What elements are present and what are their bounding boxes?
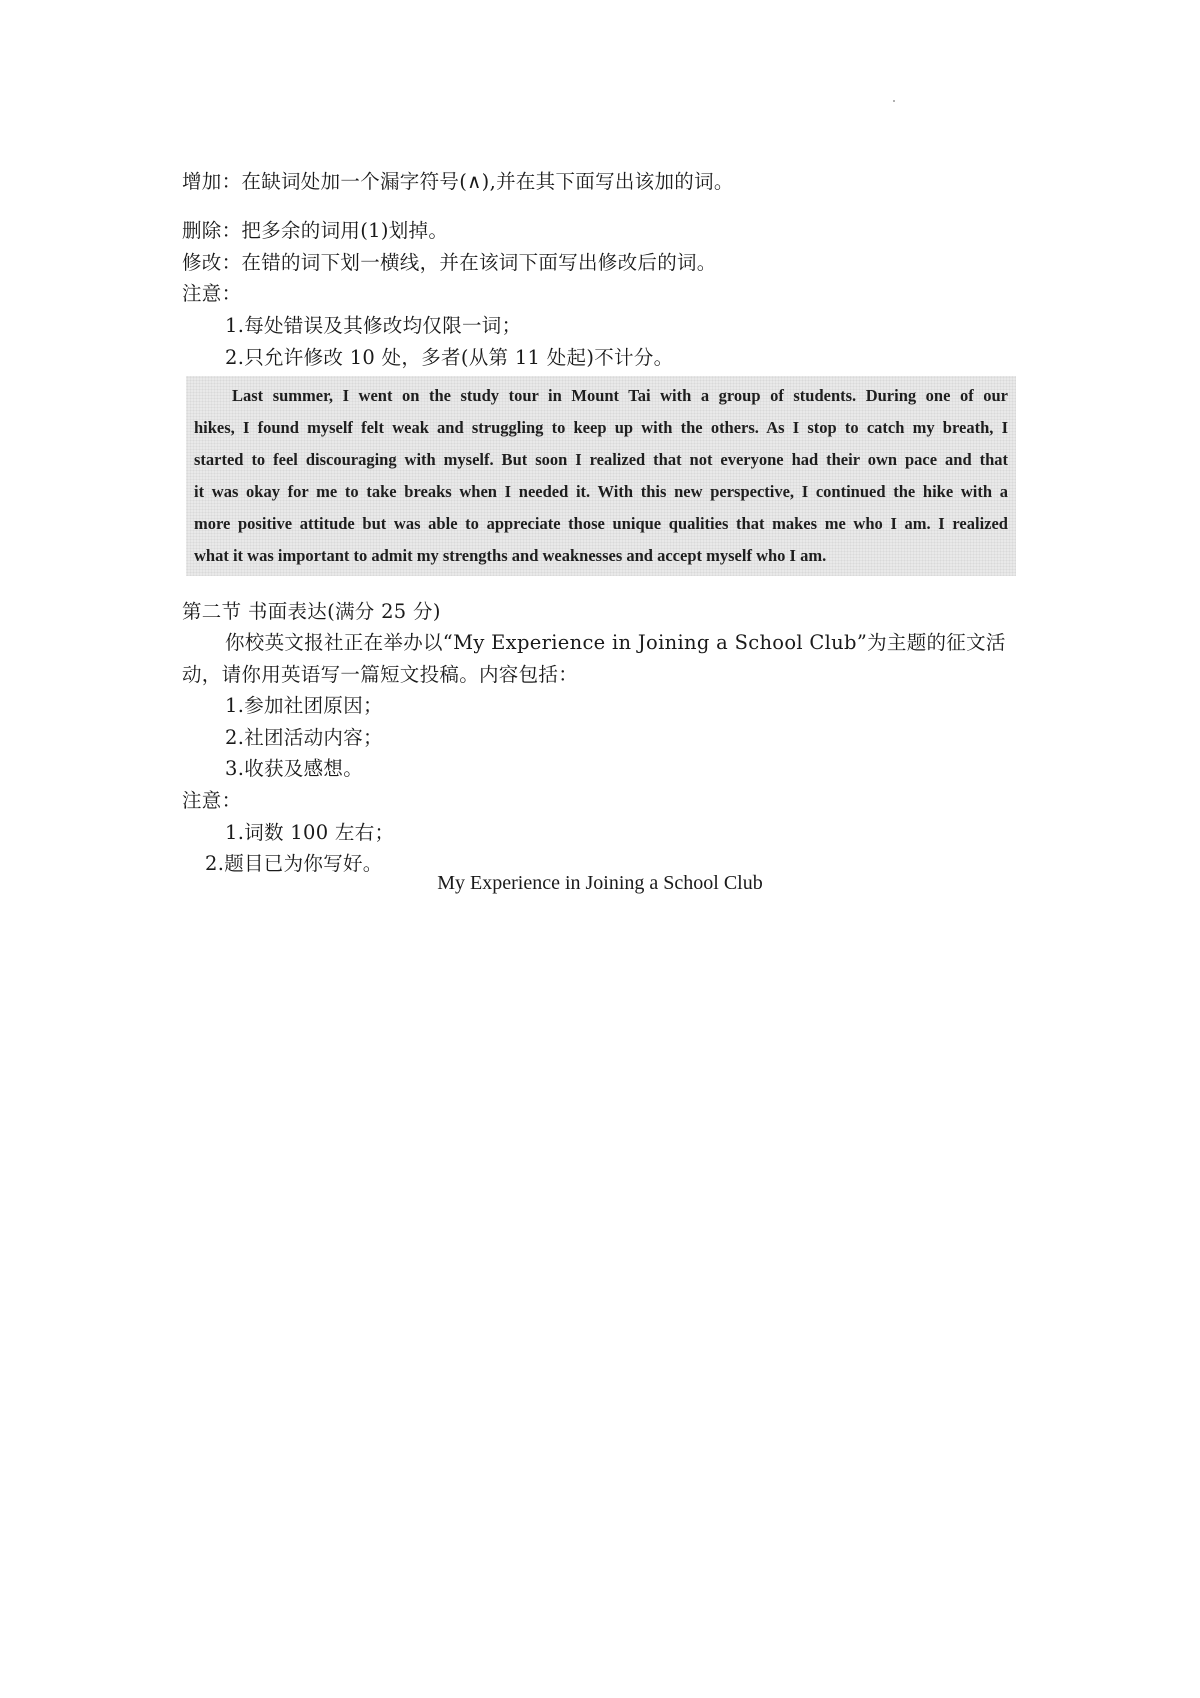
prompt-line: 你校英文报社正在举办以“My Experience in Joining a School Club”为主题的征文活 [225, 631, 1006, 654]
scan-speck [893, 100, 895, 102]
passage-line: what it was important to admit my strengths and weaknesses and accept myself who I am. [194, 546, 827, 565]
rule-delete: 删除：把多余的词用(1)划掉。 [182, 219, 449, 242]
content-item: 1.参加社团原因； [225, 694, 383, 717]
content-item: 3.收获及感想。 [225, 757, 364, 780]
section-heading: 第二节 书面表达(满分 25 分) [182, 600, 441, 623]
notes-label: 注意： [182, 789, 242, 812]
rule-add: 增加：在缺词处加一个漏字符号(∧),并在其下面写出该加的词。 [182, 170, 734, 193]
passage-line: Last summer, I went on the study tour in Mount Tai with a group of students. During one of our [232, 386, 1008, 405]
essay-title: My Experience in Joining a School Club [437, 872, 763, 894]
passage-line: more positive attitude but was able to appreciate those unique qualities that makes me who I am. I realized [194, 514, 1008, 533]
passage-line: hikes, I found myself felt weak and struggling to keep up with the others. As I stop to catch my breath, I [194, 418, 1008, 437]
note-item: 1.每处错误及其修改均仅限一词； [225, 314, 522, 337]
error-correction-passage [186, 376, 1016, 576]
passage-line: it was okay for me to take breaks when I needed it. With this new perspective, I continued the hike with a [194, 482, 1008, 501]
content-item: 2.社团活动内容； [225, 726, 383, 749]
prompt-line: 动，请你用英语写一篇短文投稿。内容包括： [182, 663, 579, 686]
notes-label: 注意： [182, 282, 242, 305]
passage-line: started to feel discouraging with myself. But soon I realized that not everyone had their own pace and that [194, 450, 1008, 469]
note-item: 2.题目已为你写好。 [205, 852, 383, 875]
note-item: 2.只允许修改 10 处，多者(从第 11 处起)不计分。 [225, 346, 674, 369]
note-item: 1.词数 100 左右； [225, 821, 395, 844]
rule-modify: 修改：在错的词下划一横线，并在该词下面写出修改后的词。 [182, 251, 717, 274]
